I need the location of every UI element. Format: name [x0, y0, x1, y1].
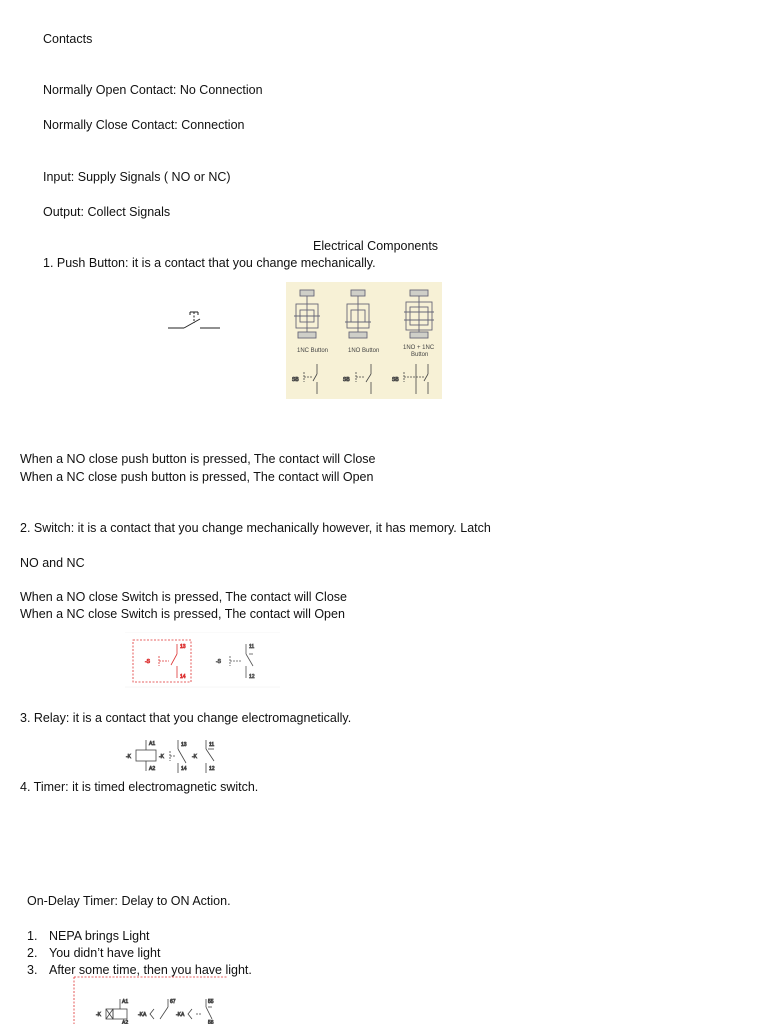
push-button-no-note: When a NO close push button is pressed, The contact will Close	[20, 452, 376, 466]
list-item: 2. You didn’t have light	[27, 946, 161, 960]
on-delay-steps	[27, 928, 252, 979]
input-definition: Input: Supply Signals ( NO or NC)	[43, 170, 231, 184]
svg-text:11: 11	[249, 644, 255, 650]
list-item: 1. NEPA brings Light	[27, 929, 150, 943]
relay-symbols-figure	[124, 737, 224, 775]
switch-heading: 2. Switch: it is a contact that you change mechanically however, it has memory. Latch	[20, 521, 491, 535]
svg-text:13: 13	[180, 644, 186, 650]
svg-text:A2: A2	[149, 766, 156, 772]
push-button-types-figure	[286, 282, 442, 399]
switch-types: NO and NC	[20, 556, 85, 570]
switch-no-note: When a NO close Switch is pressed, The contact will Close	[20, 590, 347, 604]
switch-symbols-figure	[125, 632, 280, 688]
svg-text:14: 14	[181, 766, 187, 772]
push-button-heading: 1. Push Button: it is a contact that you change mechanically.	[43, 256, 376, 270]
list-item: 3. After some time, then you have light.	[27, 963, 252, 977]
svg-text:11: 11	[209, 742, 215, 748]
svg-text:14: 14	[180, 674, 186, 680]
svg-text:-KA: -KA	[176, 1012, 185, 1018]
svg-text:-K: -K	[126, 754, 131, 760]
switch-nc-note: When a NC close Switch is pressed, The contact will Open	[20, 607, 345, 621]
no-definition: Normally Open Contact: No Connection	[43, 83, 263, 97]
svg-text:A1: A1	[122, 999, 129, 1005]
svg-text:-S: -S	[145, 659, 150, 665]
svg-text:56: 56	[208, 1020, 214, 1024]
push-button-nc-note: When a NC close push button is pressed, The contact will Open	[20, 470, 374, 484]
label-button: Button	[411, 352, 429, 358]
timer-symbols-figure	[72, 975, 232, 1024]
svg-text:SB: SB	[343, 377, 350, 383]
label-1no-1nc: 1NO + 1NC	[403, 345, 435, 351]
svg-text:-S: -S	[216, 659, 221, 665]
svg-text:A2: A2	[122, 1020, 129, 1024]
push-button-symbol	[166, 306, 224, 334]
svg-text:55: 55	[208, 999, 214, 1005]
svg-text:-K: -K	[192, 754, 197, 760]
relay-heading: 3. Relay: it is a contact that you change electromagnetically.	[20, 711, 352, 725]
label-1nc-button: 1NC Button	[297, 348, 329, 354]
label-1no-button: 1NO Button	[348, 348, 380, 354]
svg-text:13: 13	[181, 742, 187, 748]
page-title: Contacts	[43, 32, 93, 46]
svg-text:A1: A1	[149, 741, 156, 747]
output-definition: Output: Collect Signals	[43, 205, 171, 219]
svg-text:-K: -K	[159, 754, 164, 760]
section-heading: Electrical Components	[313, 239, 439, 253]
on-delay-heading: On-Delay Timer: Delay to ON Action.	[27, 894, 231, 908]
nc-definition: Normally Close Contact: Connection	[43, 118, 245, 132]
svg-text:67: 67	[170, 999, 176, 1005]
svg-text:SB: SB	[392, 377, 399, 383]
svg-text:-K: -K	[96, 1012, 101, 1018]
svg-text:12: 12	[249, 674, 255, 680]
svg-text:-KA: -KA	[138, 1012, 147, 1018]
timer-heading: 4. Timer: it is timed electromagnetic switch.	[20, 780, 259, 794]
svg-text:SB: SB	[292, 377, 299, 383]
svg-text:12: 12	[209, 766, 215, 772]
